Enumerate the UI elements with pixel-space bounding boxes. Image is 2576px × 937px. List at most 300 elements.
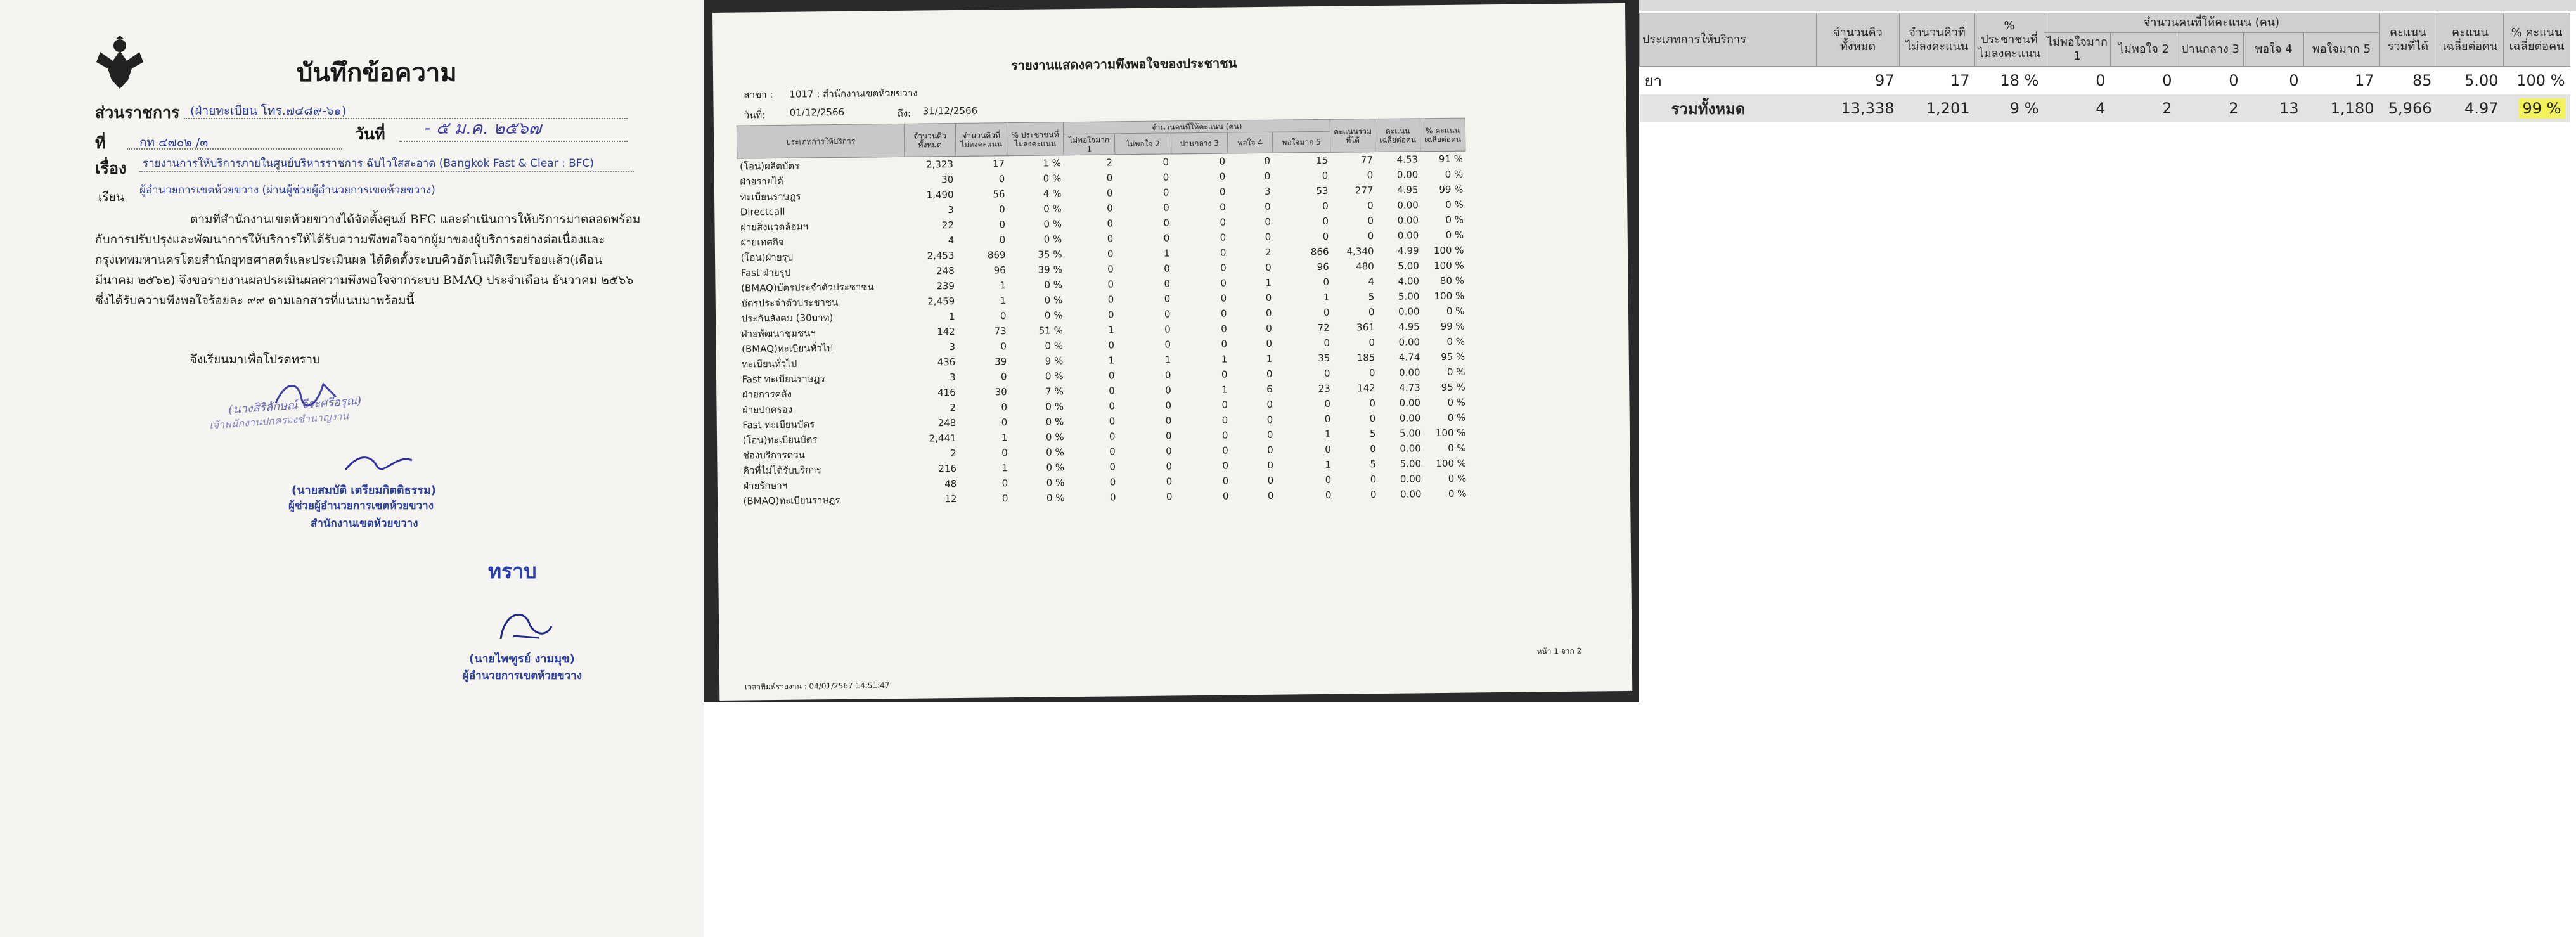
cell-not-scored: 96 — [993, 264, 1006, 276]
from-value: 01/12/2566 — [789, 106, 845, 119]
cell-pct-avg: 100 % — [1434, 290, 1465, 302]
cell-total: 436 — [937, 356, 956, 368]
cell-s5: 1 — [1323, 291, 1330, 303]
cell-s5: 0 — [1323, 306, 1330, 318]
signature-3-title: ผู้อำนวยการเขตห้วยขวาง — [463, 669, 583, 682]
cell-s2: 0 — [1164, 262, 1170, 275]
cell-sum: 0 — [1368, 306, 1375, 318]
cell-s5: 35 — [1318, 352, 1330, 365]
cell-s4: 0 — [1265, 231, 1272, 243]
cell-s4: 0 — [1265, 307, 1272, 319]
cell-not-scored: 30 — [995, 386, 1007, 398]
cell-total: 97 — [1874, 72, 1895, 89]
report-photo — [704, 0, 1639, 702]
cell-pct-not-scored: 39 % — [1038, 264, 1062, 276]
dept-value: (ฝ่ายทะเบียน โทร.๗๔๘๙-๖๑) — [190, 104, 347, 118]
cell-s1: 0 — [1107, 233, 1114, 245]
cell-service: ฝ่ายการคลัง — [742, 388, 792, 401]
cell-s3: 0 — [1222, 490, 1229, 502]
cell-pct-not-scored: 18 % — [2000, 72, 2039, 89]
cell-s5: 1 — [1325, 458, 1332, 470]
cell-avg: 0.00 — [1399, 397, 1421, 409]
cell-s5: 0 — [1325, 474, 1332, 486]
cell-service: คิวที่ไม่ได้รับบริการ — [742, 464, 821, 477]
cell-pct-not-scored: 0 % — [1045, 401, 1064, 413]
page-number: หน้า 1 จาก 2 — [1536, 646, 1582, 656]
col-s2: ไม่พอใจ 2 — [1115, 133, 1171, 155]
cell-sum: 0 — [1367, 230, 1374, 242]
cell-s2: 0 — [1164, 278, 1171, 290]
cell-s3: 0 — [1221, 414, 1228, 426]
col-pct-not-scored: % ประชาชนที่ไม่ลงคะแนน — [1007, 122, 1064, 156]
ref-value: กท ๔๗๐๒ /๓ — [139, 136, 209, 150]
cell-service: (โอน)ผลิตบัตร — [739, 160, 800, 172]
cell-service: รวมทั้งหมด — [1640, 94, 1817, 122]
cell-service: ฝ่ายสิ่งแวดล้อมฯ — [740, 221, 808, 233]
cell-pct-not-scored: 9 % — [1975, 94, 2044, 122]
cell-s1: 0 — [1109, 400, 1116, 412]
col-s2: ไม่พอใจ 2 — [2111, 33, 2177, 67]
cell-total: 13,338 — [1817, 94, 1900, 122]
cell-avg: 4.00 — [1398, 275, 1420, 287]
signature-2-title: ผู้ช่วยผู้อำนวยการเขตห้วยขวาง — [288, 500, 434, 512]
signature-3-name: (นายไพฑูรย์ งามมุข) — [469, 652, 575, 666]
report-title: รายงานแสดงความพึงพอใจของประชาชน — [1010, 55, 1237, 74]
cell-s5: 0 — [1325, 489, 1332, 501]
cell-pct-not-scored: 0 % — [1045, 370, 1064, 382]
cell-pct-not-scored: 0 % — [1046, 462, 1065, 474]
cell-not-scored: 0 — [999, 204, 1005, 216]
cell-avg: 4.95 — [1396, 184, 1419, 196]
cell-s4: 0 — [1267, 444, 1273, 456]
cell-s1: 0 — [1109, 461, 1116, 473]
cell-avg: 0.00 — [1397, 229, 1419, 242]
cell-pct-not-scored: 0 % — [1043, 172, 1062, 184]
total-row — [1640, 94, 2570, 122]
cell-total: 416 — [937, 387, 956, 399]
cell-s5: 0 — [1325, 443, 1331, 455]
cell-pct-not-scored: 1 % — [1043, 157, 1062, 169]
cell-s3: 1 — [1221, 353, 1228, 365]
cell-s4: 0 — [1265, 216, 1272, 228]
cell-s4: 0 — [1267, 459, 1274, 471]
cell-pct-not-scored: 35 % — [1038, 249, 1062, 261]
cell-pct-avg: 0 % — [1445, 214, 1464, 226]
cell-s3: 0 — [1221, 368, 1228, 380]
cell-service: ฝ่ายรายได้ — [740, 175, 783, 188]
cell-sum: 5 — [1369, 428, 1376, 440]
signature-1-title: เจ้าพนักงานปกครองชำนาญงาน — [209, 410, 349, 432]
cell-service: (BMAQ)บัตรประจำตัวประชาชน — [740, 281, 874, 294]
cell-avg: 4.95 — [1398, 321, 1420, 333]
cell-avg: 5.00 — [1398, 290, 1420, 302]
cell-s1: 0 — [1109, 476, 1116, 488]
cell-pct-avg: 100 % — [1433, 259, 1464, 272]
cell-not-scored: 0 — [999, 219, 1006, 231]
cell-s2: 0 — [1162, 171, 1169, 183]
cell-pct-not-scored: 0 % — [1043, 203, 1062, 215]
cell-avg: 5.00 — [1400, 427, 1421, 439]
cell-service: (โอน)ทะเบียนบัตร — [742, 434, 818, 446]
cell-not-scored: 73 — [994, 325, 1007, 337]
cell-s2: 0 — [1164, 308, 1171, 320]
cell-service: ทะเบียนทั่วไป — [742, 358, 797, 370]
cell-pct-avg: 0 % — [1448, 488, 1467, 500]
cell-s5: 1,180 — [2304, 94, 2380, 122]
body-line: ซึ่งได้รับความพึงพอใจร้อยละ ๙๙ ตามเอกสารที่แนบมาพร้อมนี้ — [95, 294, 415, 307]
memo-closing: จึงเรียนมาเพื่อโปรดทราบ — [190, 352, 321, 366]
cell-s3: 0 — [1220, 307, 1227, 320]
cell-s3: 0 — [1222, 475, 1229, 487]
col-pct-not-scored: % ประชาชนที่ไม่ลงคะแนน — [1975, 13, 2044, 67]
table-row — [1640, 67, 2570, 95]
cell-service: (BMAQ)ทะเบียนราษฎร — [743, 494, 840, 507]
cell-pct-not-scored: 0 % — [1046, 446, 1064, 458]
cell-total: 2,459 — [927, 295, 955, 307]
cell-s1: 0 — [1107, 248, 1114, 260]
cell-s3: 0 — [1222, 460, 1229, 472]
cell-sum: 5 — [1370, 458, 1377, 470]
cell-service: ช่องบริการด่วน — [742, 449, 805, 462]
report-paper — [712, 3, 1632, 701]
cell-s4: 0 — [1267, 489, 1274, 501]
cell-pct-avg: 100 % — [1433, 244, 1464, 257]
cell-s2: 0 — [1165, 430, 1172, 442]
cell-s5: 17 — [2354, 72, 2374, 89]
cell-s3: 0 — [1221, 429, 1228, 441]
cell-s1: 0 — [1107, 217, 1114, 229]
cell-pct-not-scored: 0 % — [1044, 309, 1063, 321]
col-s3: ปานกลาง 3 — [2177, 33, 2244, 67]
cell-s4: 0 — [1267, 474, 1274, 486]
cell-s1: 0 — [1107, 278, 1114, 290]
cell-s2: 0 — [1166, 445, 1172, 457]
cell-avg: 4.97 — [2437, 94, 2504, 122]
cell-s4: 0 — [1266, 429, 1273, 441]
cell-avg: 0.00 — [1397, 199, 1419, 211]
cell-sum: 0 — [1369, 397, 1376, 410]
cell-s5: 0 — [1323, 337, 1330, 349]
cell-total: 216 — [938, 463, 957, 475]
cell-pct-avg: 99 % — [1440, 320, 1465, 332]
cell-s5: 53 — [1316, 184, 1329, 197]
to-label: ถึง: — [897, 107, 911, 119]
cell-s4: 0 — [1265, 200, 1271, 212]
print-time: เวลาพิมพ์รายงาน : 04/01/2567 14:51:47 — [745, 681, 890, 692]
cell-total: 4 — [948, 235, 955, 247]
to-value: ผู้อำนวยการเขตห้วยขวาง (ผ่านผู้ช่วยผู้อำนวยการเขตห้วยขวาง) — [139, 184, 435, 197]
cell-s1: 0 — [1107, 202, 1113, 214]
acknowledge-text: ทราบ — [488, 559, 537, 583]
cell-not-scored: 1 — [1000, 280, 1007, 292]
cell-not-scored: 1 — [1001, 462, 1008, 474]
body-line: ตามที่สำนักงานเขตห้วยขวางได้จัดตั้งศูนย์ BFC และดำเนินการให้บริการมาตลอดพร้อม — [190, 212, 641, 226]
cell-s5: 23 — [1318, 382, 1330, 395]
cell-not-scored: 0 — [998, 173, 1005, 185]
cell-s4: 0 — [1264, 170, 1271, 182]
cell-s2: 0 — [2162, 72, 2172, 89]
cell-service: ฝ่ายพัฒนาชุมชนฯ — [741, 327, 816, 340]
cell-s1: 0 — [1109, 446, 1116, 458]
cell-pct-not-scored: 0 % — [1044, 294, 1063, 306]
cell-s4: 6 — [1266, 383, 1273, 395]
cell-s3: 2 — [2177, 94, 2244, 122]
signature-1-name: (นางสิริลักษณ์ จีระศรีอรุณ) — [228, 394, 362, 417]
cell-s4: 0 — [2289, 72, 2299, 89]
cell-s1: 0 — [1108, 339, 1115, 351]
dept-label: ส่วนราชการ — [95, 103, 180, 122]
cell-s1: 0 — [1107, 309, 1114, 321]
cell-sum: 5,966 — [2380, 94, 2437, 122]
cell-s3: 0 — [1219, 186, 1226, 198]
from-label: วันที่: — [744, 109, 766, 121]
cell-s4: 0 — [1266, 413, 1273, 425]
cell-sum: 277 — [1355, 184, 1374, 197]
cell-pct-not-scored: 0 % — [1045, 416, 1064, 428]
cell-pct-not-scored: 0 % — [1044, 279, 1063, 291]
cell-s5: 0 — [1322, 215, 1329, 227]
cell-s1: 0 — [1106, 187, 1113, 199]
zoomed-table-panel — [1639, 0, 2576, 702]
cell-s1: 0 — [1106, 172, 1113, 184]
cell-s1: 0 — [1109, 491, 1116, 503]
cell-pct-avg: 0 % — [1446, 305, 1465, 317]
col-s4: พอใจ 4 — [2244, 33, 2304, 67]
cell-total: 2,453 — [927, 250, 955, 262]
cell-s2: 0 — [1166, 491, 1173, 503]
cell-pct-avg: 0 % — [1446, 335, 1465, 347]
body-line: กับการปรับปรุงและพัฒนาการให้บริการให้ได้รับความพึงพอใจจากผู้มาของผู้บริการอย่างต่อเนื่องและ — [95, 233, 605, 247]
cell-s3: 0 — [1220, 201, 1226, 213]
cell-pct-not-scored: 0 % — [1046, 477, 1065, 489]
col-score-group: จำนวนคนที่ให้คะแนน (คน) — [1063, 119, 1330, 134]
cell-s5: 0 — [1323, 276, 1330, 288]
cell-sum: 0 — [1367, 215, 1374, 227]
cell-sum: 142 — [1357, 382, 1375, 394]
cell-service: ฝ่ายรักษาฯ — [743, 479, 788, 492]
cell-s1: 0 — [2096, 72, 2106, 89]
cell-pct-avg: 0 % — [1447, 396, 1466, 408]
cell-total: 248 — [937, 417, 956, 429]
cell-service: (BMAQ)ทะเบียนทั่วไป — [741, 342, 833, 355]
cell-pct-avg: 0 % — [1448, 442, 1466, 454]
col-total: จำนวนคิวทั้งหมด — [1817, 13, 1900, 67]
cell-s4: 1 — [1265, 276, 1272, 288]
cell-pct-avg: 0 % — [1445, 168, 1464, 180]
cell-avg: 0.00 — [1399, 412, 1421, 424]
col-total: จำนวนคิวทั้งหมด — [904, 123, 956, 157]
cell-s3: 0 — [1220, 216, 1227, 228]
cell-sum: 4,340 — [1346, 245, 1374, 257]
col-pct-avg: % คะแนนเฉลี่ยต่อคน — [1420, 118, 1465, 152]
cell-pct-not-scored: 4 % — [1043, 188, 1062, 200]
cell-sum: 0 — [1370, 443, 1376, 455]
to-label: เรียน — [98, 190, 124, 204]
cell-service: ฝ่ายเทศกิจ — [740, 236, 784, 249]
memo-title: บันทึกข้อความ — [297, 58, 457, 87]
cell-avg: 4.73 — [1399, 382, 1420, 394]
cell-pct-avg: 100 % — [1436, 457, 1467, 470]
cell-sum: 0 — [1370, 474, 1377, 486]
cell-s2: 1 — [1164, 354, 1171, 366]
cell-s2: 0 — [1165, 399, 1172, 411]
body-line: กรุงเทพมหานครโดยสำนักยุทธศาสตร์และประเมินผล ได้ติดตั้งระบบคิวอัตโนมัติเรียบร้อยแล้ว(เดือน — [95, 253, 602, 267]
cell-not-scored: 0 — [999, 234, 1006, 246]
date-label: วันที่ — [355, 125, 385, 143]
cell-service: ทะเบียนราษฎร — [740, 190, 801, 203]
cell-total: 48 — [944, 478, 957, 490]
cell-total: 3 — [949, 372, 956, 384]
cell-s5: 866 — [1310, 245, 1329, 258]
cell-s1: 0 — [1109, 415, 1116, 427]
cell-not-scored: 869 — [987, 249, 1006, 261]
cell-s5: 0 — [1322, 200, 1329, 212]
cell-not-scored: 17 — [1950, 72, 1970, 89]
cell-s3: 1 — [1221, 384, 1228, 396]
cell-s4: 0 — [1266, 337, 1273, 349]
cell-s5: 1 — [1324, 428, 1331, 440]
cell-not-scored: 0 — [1000, 310, 1007, 322]
cell-s4: 2 — [1265, 246, 1272, 258]
signature-2-office: สำนักงานเขตห้วยขวาง — [311, 517, 418, 530]
cell-pct-avg: 0 % — [1446, 366, 1465, 378]
cell-s3: 0 — [1220, 231, 1227, 243]
cell-sum: 0 — [1367, 169, 1374, 181]
cell-pct-avg: 100 % — [2516, 72, 2565, 89]
date-value: - ๕ ม.ค. ๒๕๖๗ — [425, 119, 542, 138]
cell-s4: 0 — [1265, 261, 1272, 273]
cell-avg: 5.00 — [1398, 260, 1419, 272]
memo-document — [0, 0, 704, 937]
cell-not-scored: 0 — [1001, 401, 1008, 413]
cell-not-scored: 0 — [1001, 493, 1008, 505]
col-sum: คะแนนรวมที่ได้ — [1330, 119, 1375, 153]
cell-s2: 0 — [1163, 217, 1170, 229]
cell-total: 239 — [936, 280, 955, 292]
summary-table — [1639, 13, 2570, 122]
cell-sum: 85 — [2412, 72, 2432, 89]
cell-s1: 1 — [1108, 324, 1114, 336]
subject-label: เรื่อง — [95, 159, 127, 178]
col-s5: พอใจมาก 5 — [2304, 33, 2380, 67]
cell-not-scored: 1 — [1000, 295, 1007, 307]
cell-s1: 0 — [1109, 385, 1115, 397]
cell-not-scored: 0 — [1001, 417, 1008, 429]
cell-s1: 0 — [1109, 430, 1116, 443]
cell-sum: 77 — [1360, 154, 1374, 166]
cell-not-scored: 17 — [992, 158, 1005, 170]
cell-s3: 0 — [1222, 444, 1228, 456]
cell-s5: 15 — [1315, 154, 1329, 167]
cell-s5: 0 — [1324, 413, 1331, 425]
cell-s3: 0 — [1220, 292, 1227, 304]
cell-avg: 0.00 — [1399, 366, 1420, 378]
cell-sum: 361 — [1356, 321, 1375, 333]
cell-sum: 0 — [1367, 200, 1374, 212]
cell-avg: 0.00 — [1397, 214, 1419, 226]
cell-service: บัตรประจำตัวประชาชน — [741, 296, 839, 309]
cell-s2: 0 — [1163, 232, 1170, 244]
cell-s2: 0 — [1166, 475, 1173, 488]
cell-avg: 5.00 — [1400, 458, 1422, 470]
report-table-body — [737, 151, 1469, 509]
cell-service: Fast ฝ่ายรุป — [740, 266, 791, 279]
garuda-emblem — [94, 36, 146, 91]
cell-pct-not-scored: 0 % — [1043, 218, 1062, 230]
col-service: ประเภทการให้บริการ — [737, 124, 905, 158]
cell-avg: 4.99 — [1397, 245, 1419, 257]
cell-s4: 3 — [1264, 185, 1271, 197]
cell-not-scored: 0 — [1001, 447, 1008, 459]
body-line: มีนาคม ๒๕๖๒) จึงขอรายงานผลประเมินผลความพึงพอใจจากระบบ BMAQ ประจำเดือน ธันวาคม ๒๕๖๖ — [95, 273, 634, 287]
cell-pct-avg: 0 % — [1447, 411, 1466, 423]
cell-total: 22 — [941, 219, 955, 231]
cell-pct-avg: 0 % — [1445, 229, 1464, 241]
cell-service: Directcall — [740, 205, 785, 218]
col-not-scored: จำนวนคิวที่ไม่ลงคะแนน — [1900, 13, 1975, 67]
cell-s3: 0 — [1221, 323, 1227, 335]
cell-pct-avg: 80 % — [1439, 275, 1465, 287]
cell-pct-avg: 95 % — [1441, 351, 1465, 363]
cell-total: 142 — [937, 326, 955, 338]
cell-total: 1 — [948, 311, 955, 323]
cell-pct-not-scored: 0 % — [1045, 340, 1064, 352]
cell-s5: 96 — [1317, 261, 1329, 273]
branch-label: สาขา : — [744, 89, 773, 101]
cell-s2: 0 — [1162, 156, 1169, 168]
cell-sum: 5 — [1368, 291, 1375, 303]
cell-pct-avg: 91 % — [1438, 153, 1464, 165]
cell-total: 3 — [949, 341, 956, 353]
col-s1: ไม่พอใจมาก 1 — [2044, 33, 2111, 67]
cell-s5: 0 — [1323, 367, 1330, 379]
cell-pct-not-scored: 0 % — [1046, 492, 1065, 504]
cell-total: 2,441 — [929, 432, 956, 444]
cell-not-scored: 39 — [995, 356, 1007, 368]
cell-s2: 0 — [1164, 293, 1171, 305]
cell-pct-avg: 99 % — [1439, 183, 1464, 196]
cell-sum: 0 — [1368, 367, 1375, 379]
cell-s2: 1 — [1163, 247, 1170, 259]
to-value: 31/12/2566 — [922, 105, 978, 117]
cell-avg: 0.00 — [1400, 488, 1422, 500]
cell-service: Fast ทะเบียนบัตร — [742, 418, 815, 431]
cell-s3: 0 — [1220, 247, 1227, 259]
cell-pct-not-scored: 7 % — [1045, 385, 1064, 397]
cell-s3: 0 — [1220, 277, 1227, 289]
cell-s4: 0 — [1266, 322, 1272, 334]
cell-not-scored: 0 — [1000, 371, 1007, 383]
cell-s2: 0 — [1165, 415, 1172, 427]
memo-body — [95, 209, 647, 311]
col-s4: พอใจ 4 — [1228, 132, 1273, 153]
cell-sum: 185 — [1356, 352, 1375, 364]
cell-avg: 0.00 — [1398, 306, 1420, 318]
cell-pct-avg — [2504, 94, 2570, 122]
cell-pct-not-scored: 0 % — [1045, 431, 1064, 443]
cell-s3: 0 — [2229, 72, 2239, 89]
cell-not-scored: 0 — [1001, 477, 1008, 489]
cell-service: (โอน)ฝ่ายรุป — [740, 251, 794, 264]
cell-avg: 4.74 — [1398, 351, 1420, 363]
cell-s5: 0 — [1322, 169, 1329, 181]
cell-sum: 480 — [1356, 261, 1374, 273]
cell-sum: 0 — [1368, 337, 1375, 349]
col-pct-avg: % คะแนนเฉลี่ยต่อคน — [2504, 13, 2570, 67]
cell-total: 12 — [944, 493, 957, 505]
cell-sum: 0 — [1370, 489, 1377, 501]
cell-total: 1,490 — [926, 189, 954, 201]
